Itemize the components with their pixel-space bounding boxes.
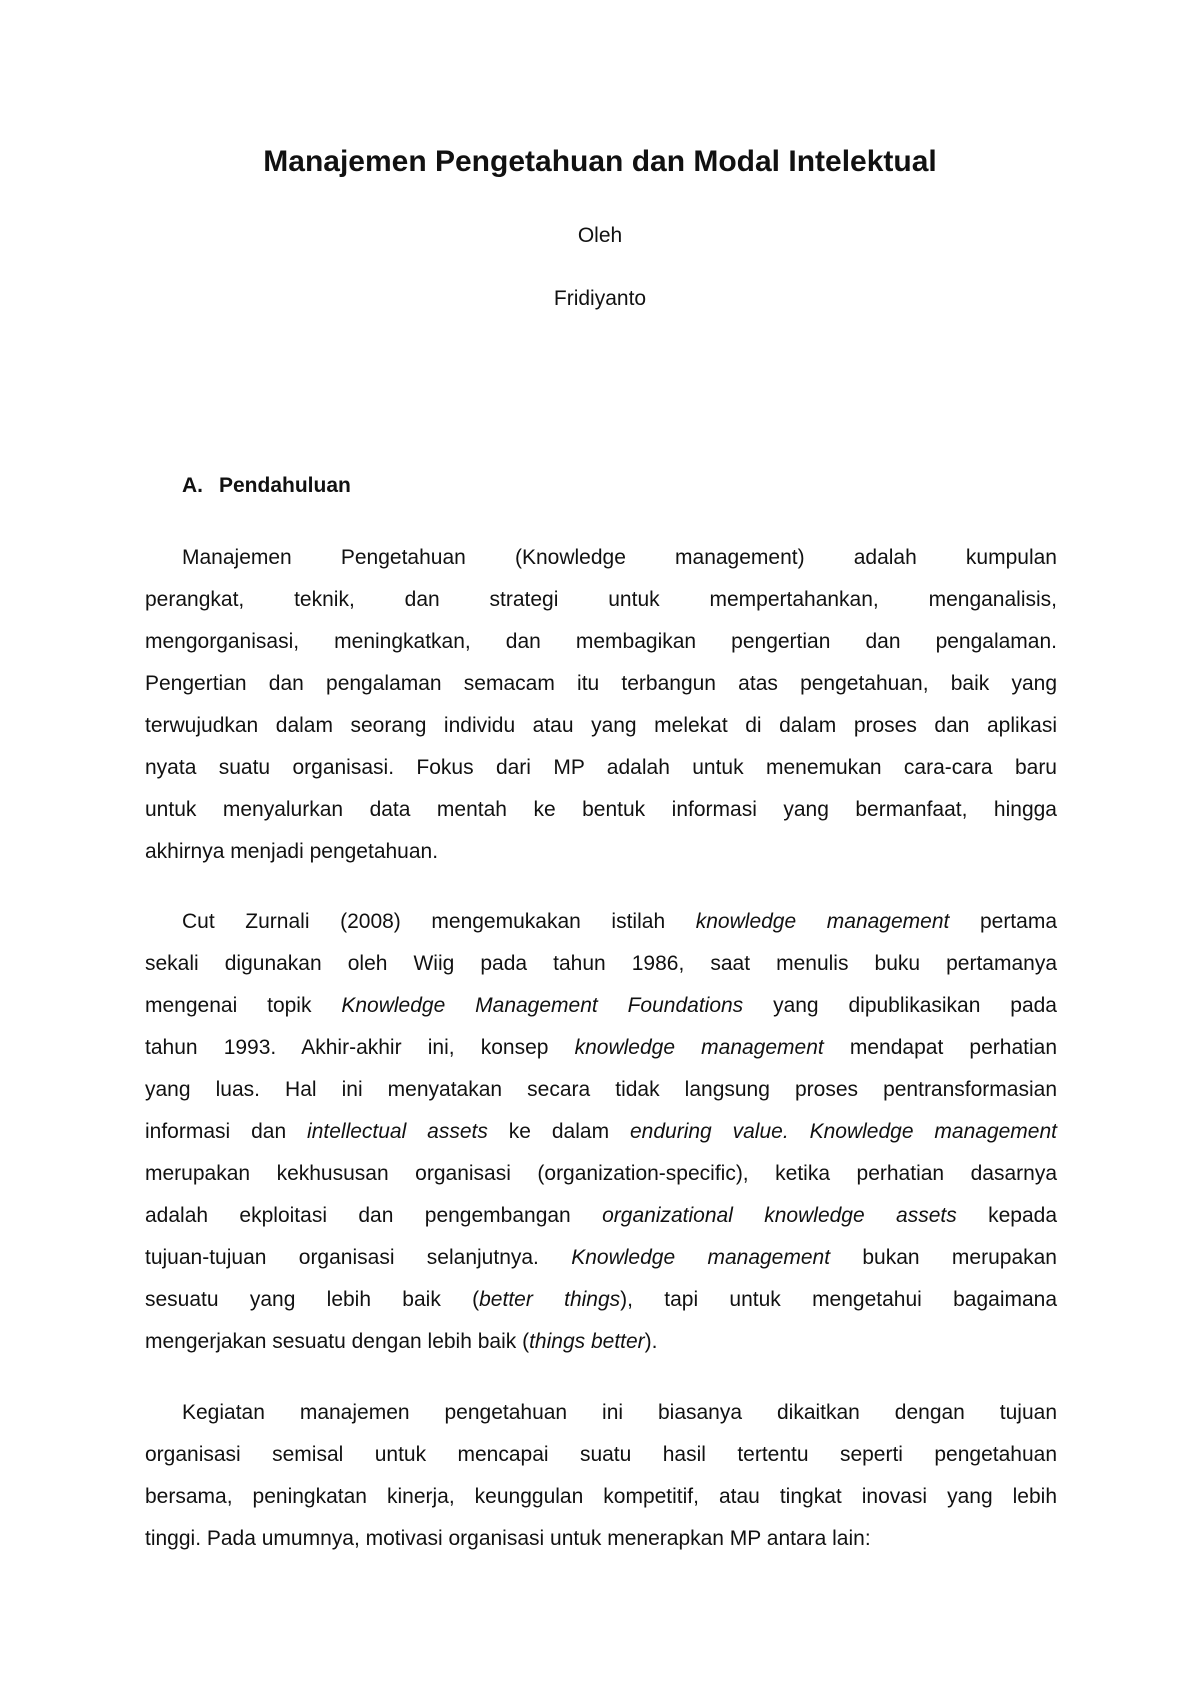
paragraph-2 (145, 901, 1057, 1363)
paragraph-line (145, 579, 1057, 621)
paragraph-line (145, 1279, 1057, 1321)
text-run: informasi dan (145, 1120, 308, 1143)
paragraph-line (145, 1321, 1057, 1363)
by-label: Oleh (577, 224, 623, 247)
text-run: pertama (949, 910, 1057, 933)
text-run: yang luas. Hal ini menyatakan secara tidak langsung proses pentransformasian (145, 1078, 1057, 1101)
paragraph-line (145, 1434, 1057, 1476)
text-run: Kegiatan manajemen pengetahuan ini biasanya dikaitkan dengan tujuan (182, 1401, 1057, 1424)
section-title: Pendahuluan (219, 474, 351, 497)
text-run: tinggi. Pada umumnya, motivasi organisasi untuk menerapkan MP antara lain: (145, 1527, 871, 1550)
text-run: yang dipublikasikan pada (743, 994, 1057, 1017)
text-run: terwujudkan dalam seorang individu atau yang melekat di dalam proses dan aplikasi (145, 714, 1057, 737)
italic-term: enduring value. (629, 1120, 789, 1143)
text-run: tujuan-tujuan organisasi selanjutnya. (145, 1246, 572, 1269)
paragraph-line (145, 1153, 1057, 1195)
italic-term: intellectual assets (307, 1120, 488, 1143)
document-title: Manajemen Pengetahuan dan Modal Intelektual (263, 145, 937, 178)
text-run (789, 1120, 810, 1143)
text-run: Manajemen Pengetahuan (Knowledge management) adalah kumpulan (182, 546, 1057, 569)
paragraph-line (145, 831, 1057, 873)
paragraph-line (145, 1069, 1057, 1111)
text-run: bukan merupakan (830, 1246, 1057, 1269)
italic-term: knowledge management (695, 910, 950, 933)
text-run: kepada (956, 1204, 1058, 1227)
text-run: ke dalam (487, 1120, 630, 1143)
text-run: sekali digunakan oleh Wiig pada tahun 1986, saat menulis buku pertamanya (145, 952, 1057, 975)
text-run: merupakan kekhususan organisasi (organization-specific), ketika perhatian dasarnya (145, 1162, 1057, 1185)
italic-term: organizational knowledge assets (602, 1204, 957, 1227)
paragraph-line (145, 1476, 1057, 1518)
paragraph-line (145, 1392, 1057, 1434)
paragraph-3 (145, 1392, 1057, 1560)
text-run: akhirnya menjadi pengetahuan. (145, 840, 439, 863)
text-run: ), tapi untuk mengetahui bagaimana (620, 1288, 1058, 1311)
text-run: tahun 1993. Akhir-akhir ini, konsep (145, 1036, 575, 1059)
paragraph-line (145, 705, 1057, 747)
italic-term: things better (529, 1330, 645, 1353)
author-name: Fridiyanto (553, 287, 647, 310)
paragraph-line (145, 789, 1057, 831)
text-run: sesuatu yang lebih baik ( (145, 1288, 480, 1311)
paragraph-line (145, 621, 1057, 663)
italic-term: Knowledge management (809, 1120, 1057, 1143)
italic-term: knowledge management (574, 1036, 824, 1059)
text-run: organisasi semisal untuk mencapai suatu hasil tertentu seperti pengetahuan (145, 1443, 1057, 1466)
paragraph-line (145, 1195, 1057, 1237)
paragraph-line (145, 943, 1057, 985)
text-run: Pengertian dan pengalaman semacam itu terbangun atas pengetahuan, baik yang (145, 672, 1057, 695)
text-run: ). (644, 1330, 658, 1353)
italic-term: Knowledge Management Foundations (341, 994, 744, 1017)
paragraph-line (145, 901, 1057, 943)
text-run: mengerjakan sesuatu dengan lebih baik ( (145, 1330, 530, 1353)
text-run: perangkat, teknik, dan strategi untuk mempertahankan, menganalisis, (145, 588, 1057, 611)
text-run: mendapat perhatian (823, 1036, 1057, 1059)
paragraph-line (145, 985, 1057, 1027)
paragraph-line (145, 663, 1057, 705)
paragraph-line (145, 537, 1057, 579)
section-heading (182, 472, 351, 500)
paragraph-line (145, 1237, 1057, 1279)
text-run: Cut Zurnali (2008) mengemukakan istilah (182, 910, 696, 933)
italic-term: Knowledge management (571, 1246, 831, 1269)
paragraph-line (145, 1518, 1057, 1560)
text-run: bersama, peningkatan kinerja, keunggulan kompetitif, atau tingkat inovasi yang lebih (145, 1485, 1057, 1508)
text-run: nyata suatu organisasi. Fokus dari MP adalah untuk menemukan cara-cara baru (145, 756, 1057, 779)
text-run: untuk menyalurkan data mentah ke bentuk informasi yang bermanfaat, hingga (145, 798, 1057, 821)
text-run: mengorganisasi, meningkatkan, dan membagikan pengertian dan pengalaman. (145, 630, 1057, 653)
paragraph-1 (145, 537, 1057, 873)
italic-term: better things (479, 1288, 621, 1311)
section-number: A. (182, 474, 203, 497)
paragraph-line (145, 747, 1057, 789)
paragraph-line (145, 1027, 1057, 1069)
text-run: adalah ekploitasi dan pengembangan (145, 1204, 603, 1227)
paragraph-line (145, 1111, 1057, 1153)
text-run: mengenai topik (145, 994, 342, 1017)
